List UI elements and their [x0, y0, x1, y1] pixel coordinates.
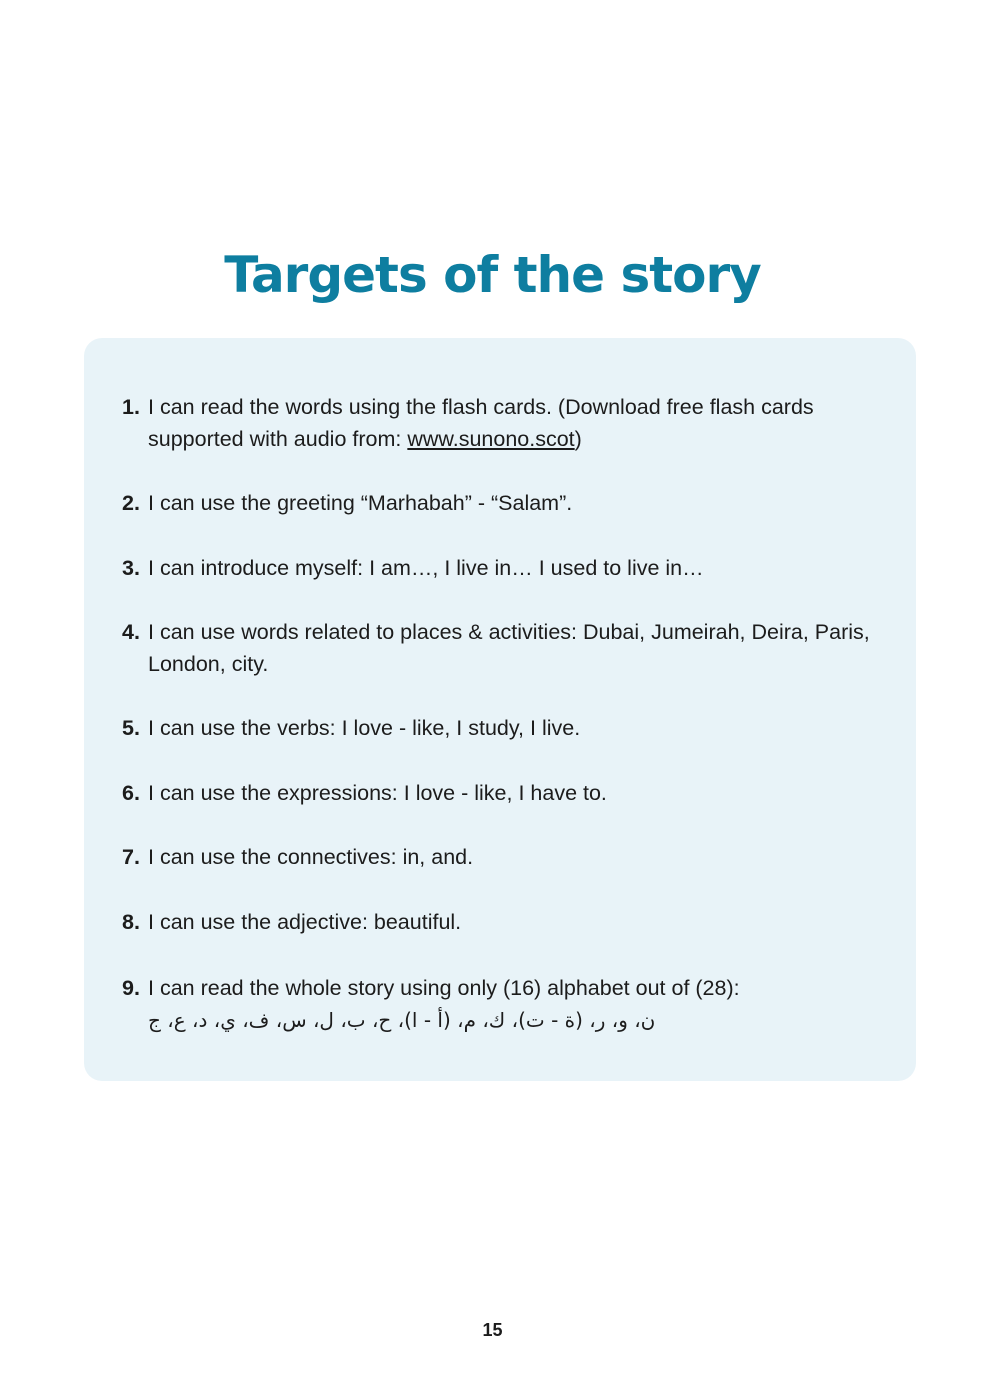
target-item-9: [122, 972, 882, 1036]
arabic-letters: ن، و، ر، (ة - ت)، ك، م، (أ - ا)، ح، ب، ل، س، ف، ي، د، ع، ج: [148, 1008, 656, 1032]
item-text-after: ): [574, 427, 582, 451]
target-item-2: [122, 487, 882, 519]
item-number: 1.: [122, 395, 140, 419]
item-number: 3.: [122, 556, 140, 580]
item-number: 6.: [122, 781, 140, 805]
page-title: Targets of the story: [224, 246, 761, 304]
item-text: [148, 391, 882, 455]
item-text: I can use the verbs: I love - like, I study, I live.: [148, 716, 581, 740]
item-text: I can introduce myself: I am…, I live in… I used to live in…: [148, 556, 704, 580]
item-text: I can use the greeting “Marhabah” - “Salam”.: [148, 491, 573, 515]
item-number: 8.: [122, 910, 140, 934]
target-item-3: [122, 552, 882, 584]
sunono-link[interactable]: www.sunono.scot: [407, 427, 575, 451]
item-number: 9.: [122, 976, 140, 1000]
item-text: I can use the expressions: I love - like, I have to.: [148, 781, 607, 805]
item-text: I can use the connectives: in, and.: [148, 845, 474, 869]
item-text-main: I can read the words using the flash cards. (Download free flash cards supported with audio from:: [148, 395, 814, 451]
item-text: [148, 972, 882, 1036]
item-text: I can use the adjective: beautiful.: [148, 910, 462, 934]
item-number: 7.: [122, 845, 140, 869]
target-item-8: [122, 906, 882, 938]
target-item-4: [122, 616, 882, 680]
item-text: I can use words related to places & activities: Dubai, Jumeirah, Deira, Paris, London, city.: [148, 620, 870, 676]
target-item-5: [122, 712, 882, 744]
item-text-main: I can read the whole story using only (16) alphabet out of (28):: [148, 976, 740, 1000]
page-number: 15: [482, 1320, 503, 1340]
target-item-6: [122, 777, 882, 809]
target-item-7: [122, 841, 882, 873]
target-item-1: [122, 391, 882, 455]
item-number: 2.: [122, 491, 140, 515]
targets-panel: [84, 338, 916, 1081]
item-number: 5.: [122, 716, 140, 740]
item-number: 4.: [122, 620, 140, 644]
